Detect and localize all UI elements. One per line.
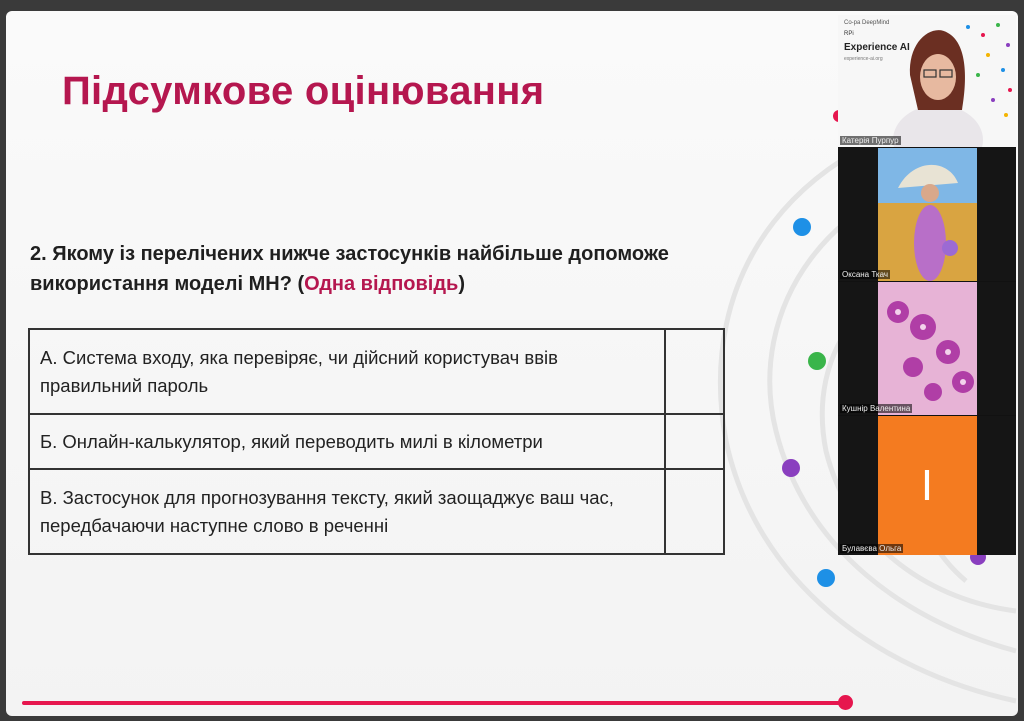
option-b-checkbox[interactable]: [665, 414, 724, 469]
question-prefix: 2. Якому із перелічених нижче застосунків найбільше допоможе використання моделі МН? (: [30, 243, 669, 295]
decor-dot-blue-1: [793, 218, 811, 236]
brand-subtitle: experience-ai.org: [844, 56, 883, 62]
table-row: [29, 469, 724, 554]
question-answer-type: Одна відповідь: [304, 273, 459, 295]
option-c-text: В. Застосунок для прогнозування тексту, який заощаджує ваш час, передбачаючи наступне слово в реченні: [29, 469, 665, 554]
brand-logo-text: RPi: [844, 31, 854, 37]
option-b-text: Б. Онлайн-калькулятор, який переводить милі в кілометри: [29, 414, 665, 469]
table-row: [29, 329, 724, 414]
decor-dot-purple-1: [782, 459, 800, 477]
participant-tile[interactable]: [838, 416, 1016, 555]
slide-title: Підсумкове оцінювання: [62, 69, 545, 113]
decor-dot-green: [808, 352, 826, 370]
participant-tile[interactable]: [838, 282, 1016, 415]
brand-name: Experience AI: [844, 42, 910, 53]
participant-panel: [838, 15, 1016, 555]
participant-tile[interactable]: [838, 148, 1016, 281]
avatar-letter: І: [920, 461, 934, 510]
question-text: [30, 239, 730, 299]
question-suffix: ): [458, 273, 466, 295]
option-a-text: А. Система входу, яка перевіряє, чи дійсний користувач ввів правильний пароль: [29, 329, 665, 414]
orchid-photo: [838, 282, 1016, 415]
option-a-checkbox[interactable]: [665, 329, 724, 414]
participant-tile-presenter[interactable]: [838, 15, 1016, 147]
presenter-webcam: [838, 15, 1016, 147]
participant-name: Кушнір Валентина: [842, 404, 911, 413]
table-row: [29, 414, 724, 469]
slide-progress-bar[interactable]: [22, 701, 844, 705]
participant-name: Катерія Пурпур: [842, 136, 899, 145]
participant-name: Оксана Ткач: [842, 270, 889, 279]
decor-dot-blue-2: [817, 569, 835, 587]
orange-avatar: [838, 416, 1016, 555]
slide-progress-knob[interactable]: [838, 695, 853, 710]
participant-name: Булавєва Ольга: [842, 544, 902, 553]
answer-table: [28, 328, 725, 555]
option-c-checkbox[interactable]: [665, 469, 724, 554]
brand-partner-text: Co-pa DeepMind: [844, 20, 890, 26]
wheat-field-photo: [838, 148, 1016, 281]
